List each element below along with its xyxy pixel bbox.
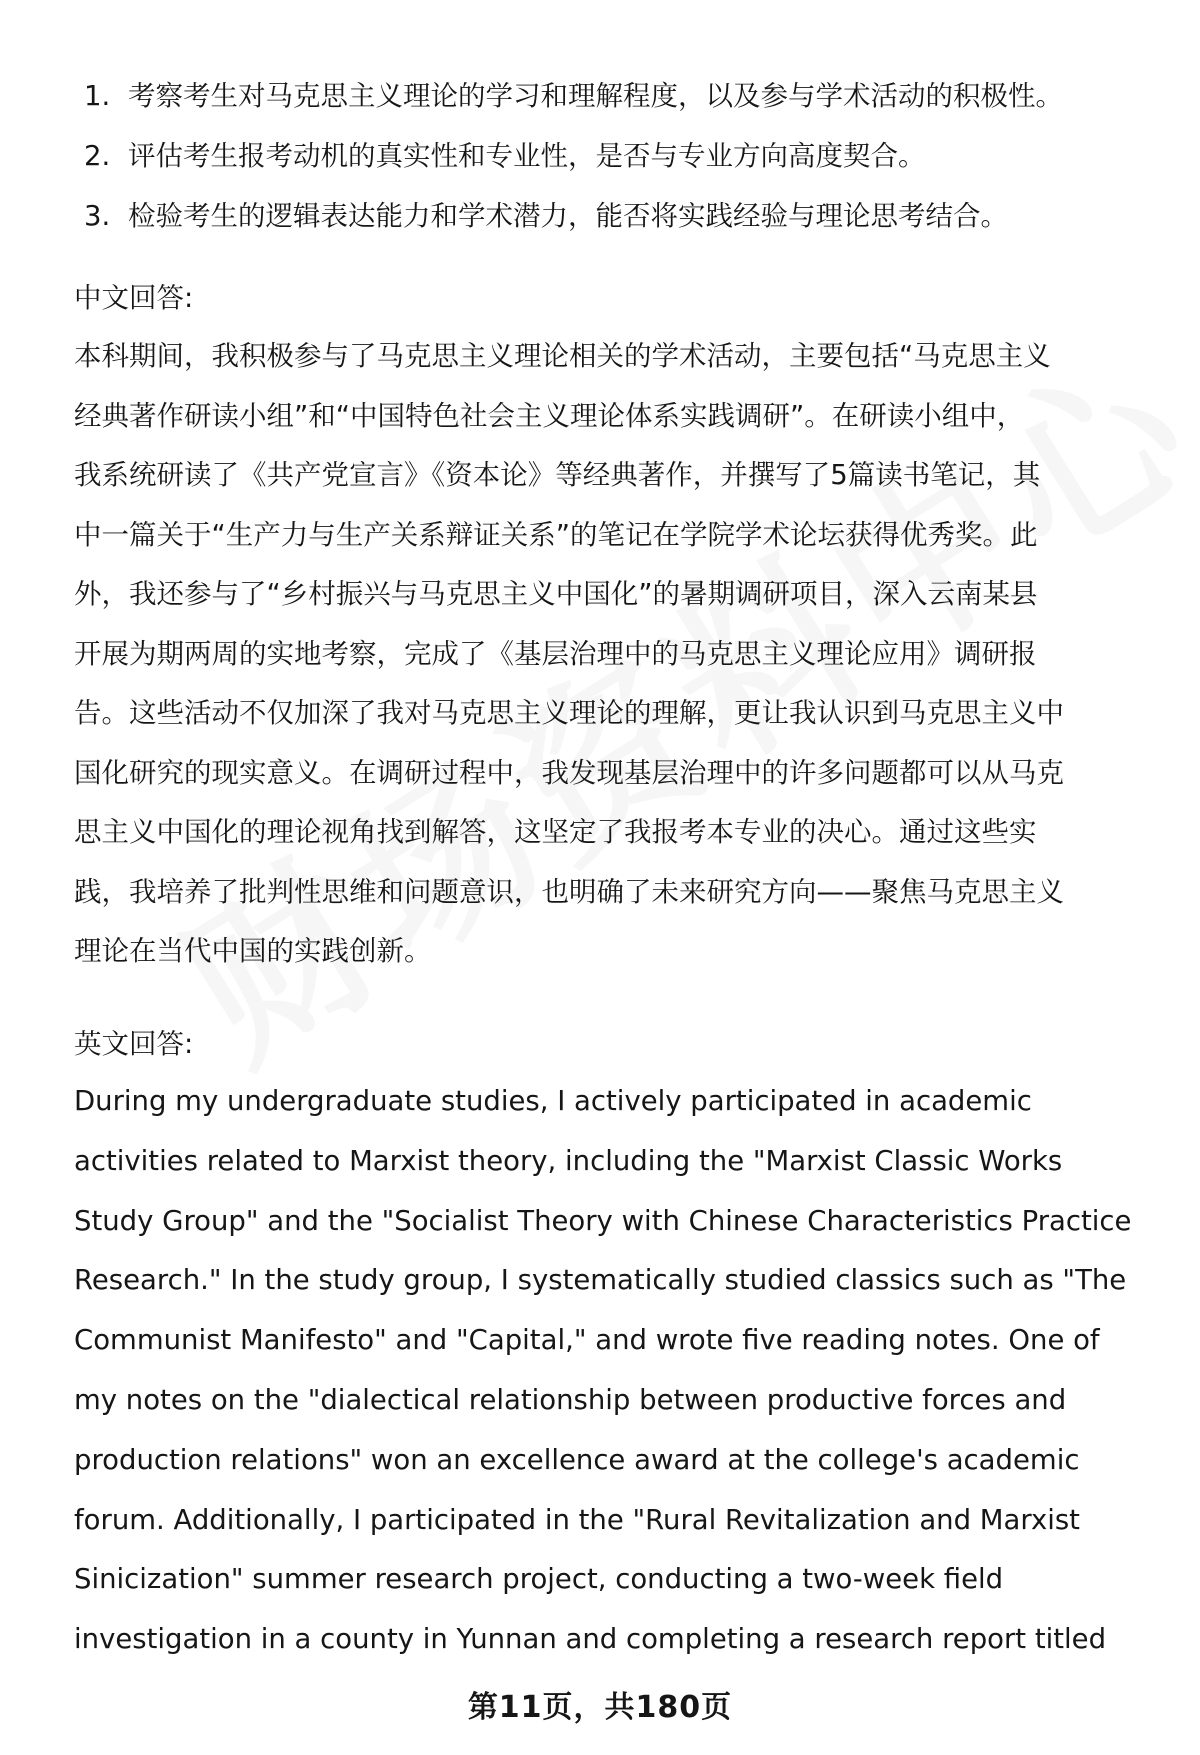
list-item — [84, 126, 1164, 186]
list-text: 评估考生报考动机的真实性和专业性，是否与专业方向高度契合。 — [128, 140, 926, 172]
list-text: 检验考生的逻辑表达能力和学术潜力，能否将实践经验与理论思考结合。 — [128, 200, 1008, 232]
paragraph-line: investigation in a county in Yunnan and completing a research report titled — [74, 1623, 1107, 1656]
paragraph-line: 外，我还参与了“乡村振兴与马克思主义中国化”的暑期调研项目，深入云南某县 — [74, 578, 1038, 610]
chinese-answer-paragraph — [74, 327, 1154, 982]
paragraph-line: 经典著作研读小组”和“中国特色社会主义理论体系实践调研”。在研读小组中， — [74, 399, 1025, 432]
list-number: 2. — [84, 140, 111, 172]
list-item — [84, 186, 1164, 246]
paragraph-line: Communist Manifesto" and "Capital," and wrote five reading notes. One of — [74, 1324, 1100, 1357]
paragraph-line: 理论在当代中国的实践创新。 — [74, 935, 432, 967]
paragraph-line: Research." In the study group, I systematically studied classics such as "The — [74, 1264, 1127, 1297]
paragraph-line: 开展为期两周的实地考察，完成了《基层治理中的马克思主义理论应用》调研报 — [74, 637, 1037, 670]
paragraph-line: 本科期间，我积极参与了马克思主义理论相关的学术活动，主要包括“马克思主义 — [74, 340, 1051, 372]
paragraph-line: During my undergraduate studies, I actively participated in academic — [74, 1085, 1032, 1117]
page-number-footer: 第11页，共180页 — [467, 1690, 733, 1725]
chinese-answer-label: 中文回答: — [74, 282, 194, 314]
list-number: 3. — [84, 200, 111, 232]
paragraph-line: forum. Additionally, I participated in the "Rural Revitalization and Marxist — [74, 1503, 1080, 1536]
paragraph-line: my notes on the "dialectical relationship between productive forces and — [74, 1383, 1067, 1416]
paragraph-line: Sinicization" summer research project, conducting a two-week field — [74, 1563, 1004, 1596]
paragraph-line: 我系统研读了《共产党宣言》《资本论》等经典著作，并撰写了5篇读书笔记，其 — [74, 459, 1041, 491]
paragraph-line: 中一篇关于“生产力与生产关系辩证关系”的笔记在学院学术论坛获得优秀奖。此 — [74, 518, 1038, 551]
paragraph-line: 告。这些活动不仅加深了我对马克思主义理论的理解，更让我认识到马克思主义中 — [74, 697, 1064, 729]
paragraph-line: 国化研究的现实意义。在调研过程中，我发现基层治理中的许多问题都可以从马克 — [74, 756, 1064, 789]
paragraph-line: Study Group" and the "Socialist Theory with Chinese Characteristics Practice — [74, 1204, 1132, 1237]
english-answer-paragraph — [74, 1072, 1154, 1670]
list-text: 考察考生对马克思主义理论的学习和理解程度，以及参与学术活动的积极性。 — [128, 80, 1063, 112]
paragraph-line: 践，我培养了批判性思维和问题意识，也明确了未来研究方向——聚焦马克思主义 — [74, 875, 1064, 908]
english-answer-label: 英文回答: — [74, 1028, 194, 1060]
paragraph-line: 思主义中国化的理论视角找到解答，这坚定了我报考本专业的决心。通过这些实 — [74, 816, 1037, 848]
paragraph-line: activities related to Marxist theory, including the "Marxist Classic Works — [74, 1144, 1063, 1177]
paragraph-line: production relations" won an excellence award at the college's academic — [74, 1443, 1080, 1476]
list-item — [84, 66, 1164, 126]
list-number: 1. — [84, 80, 111, 112]
criteria-list — [84, 66, 1164, 246]
